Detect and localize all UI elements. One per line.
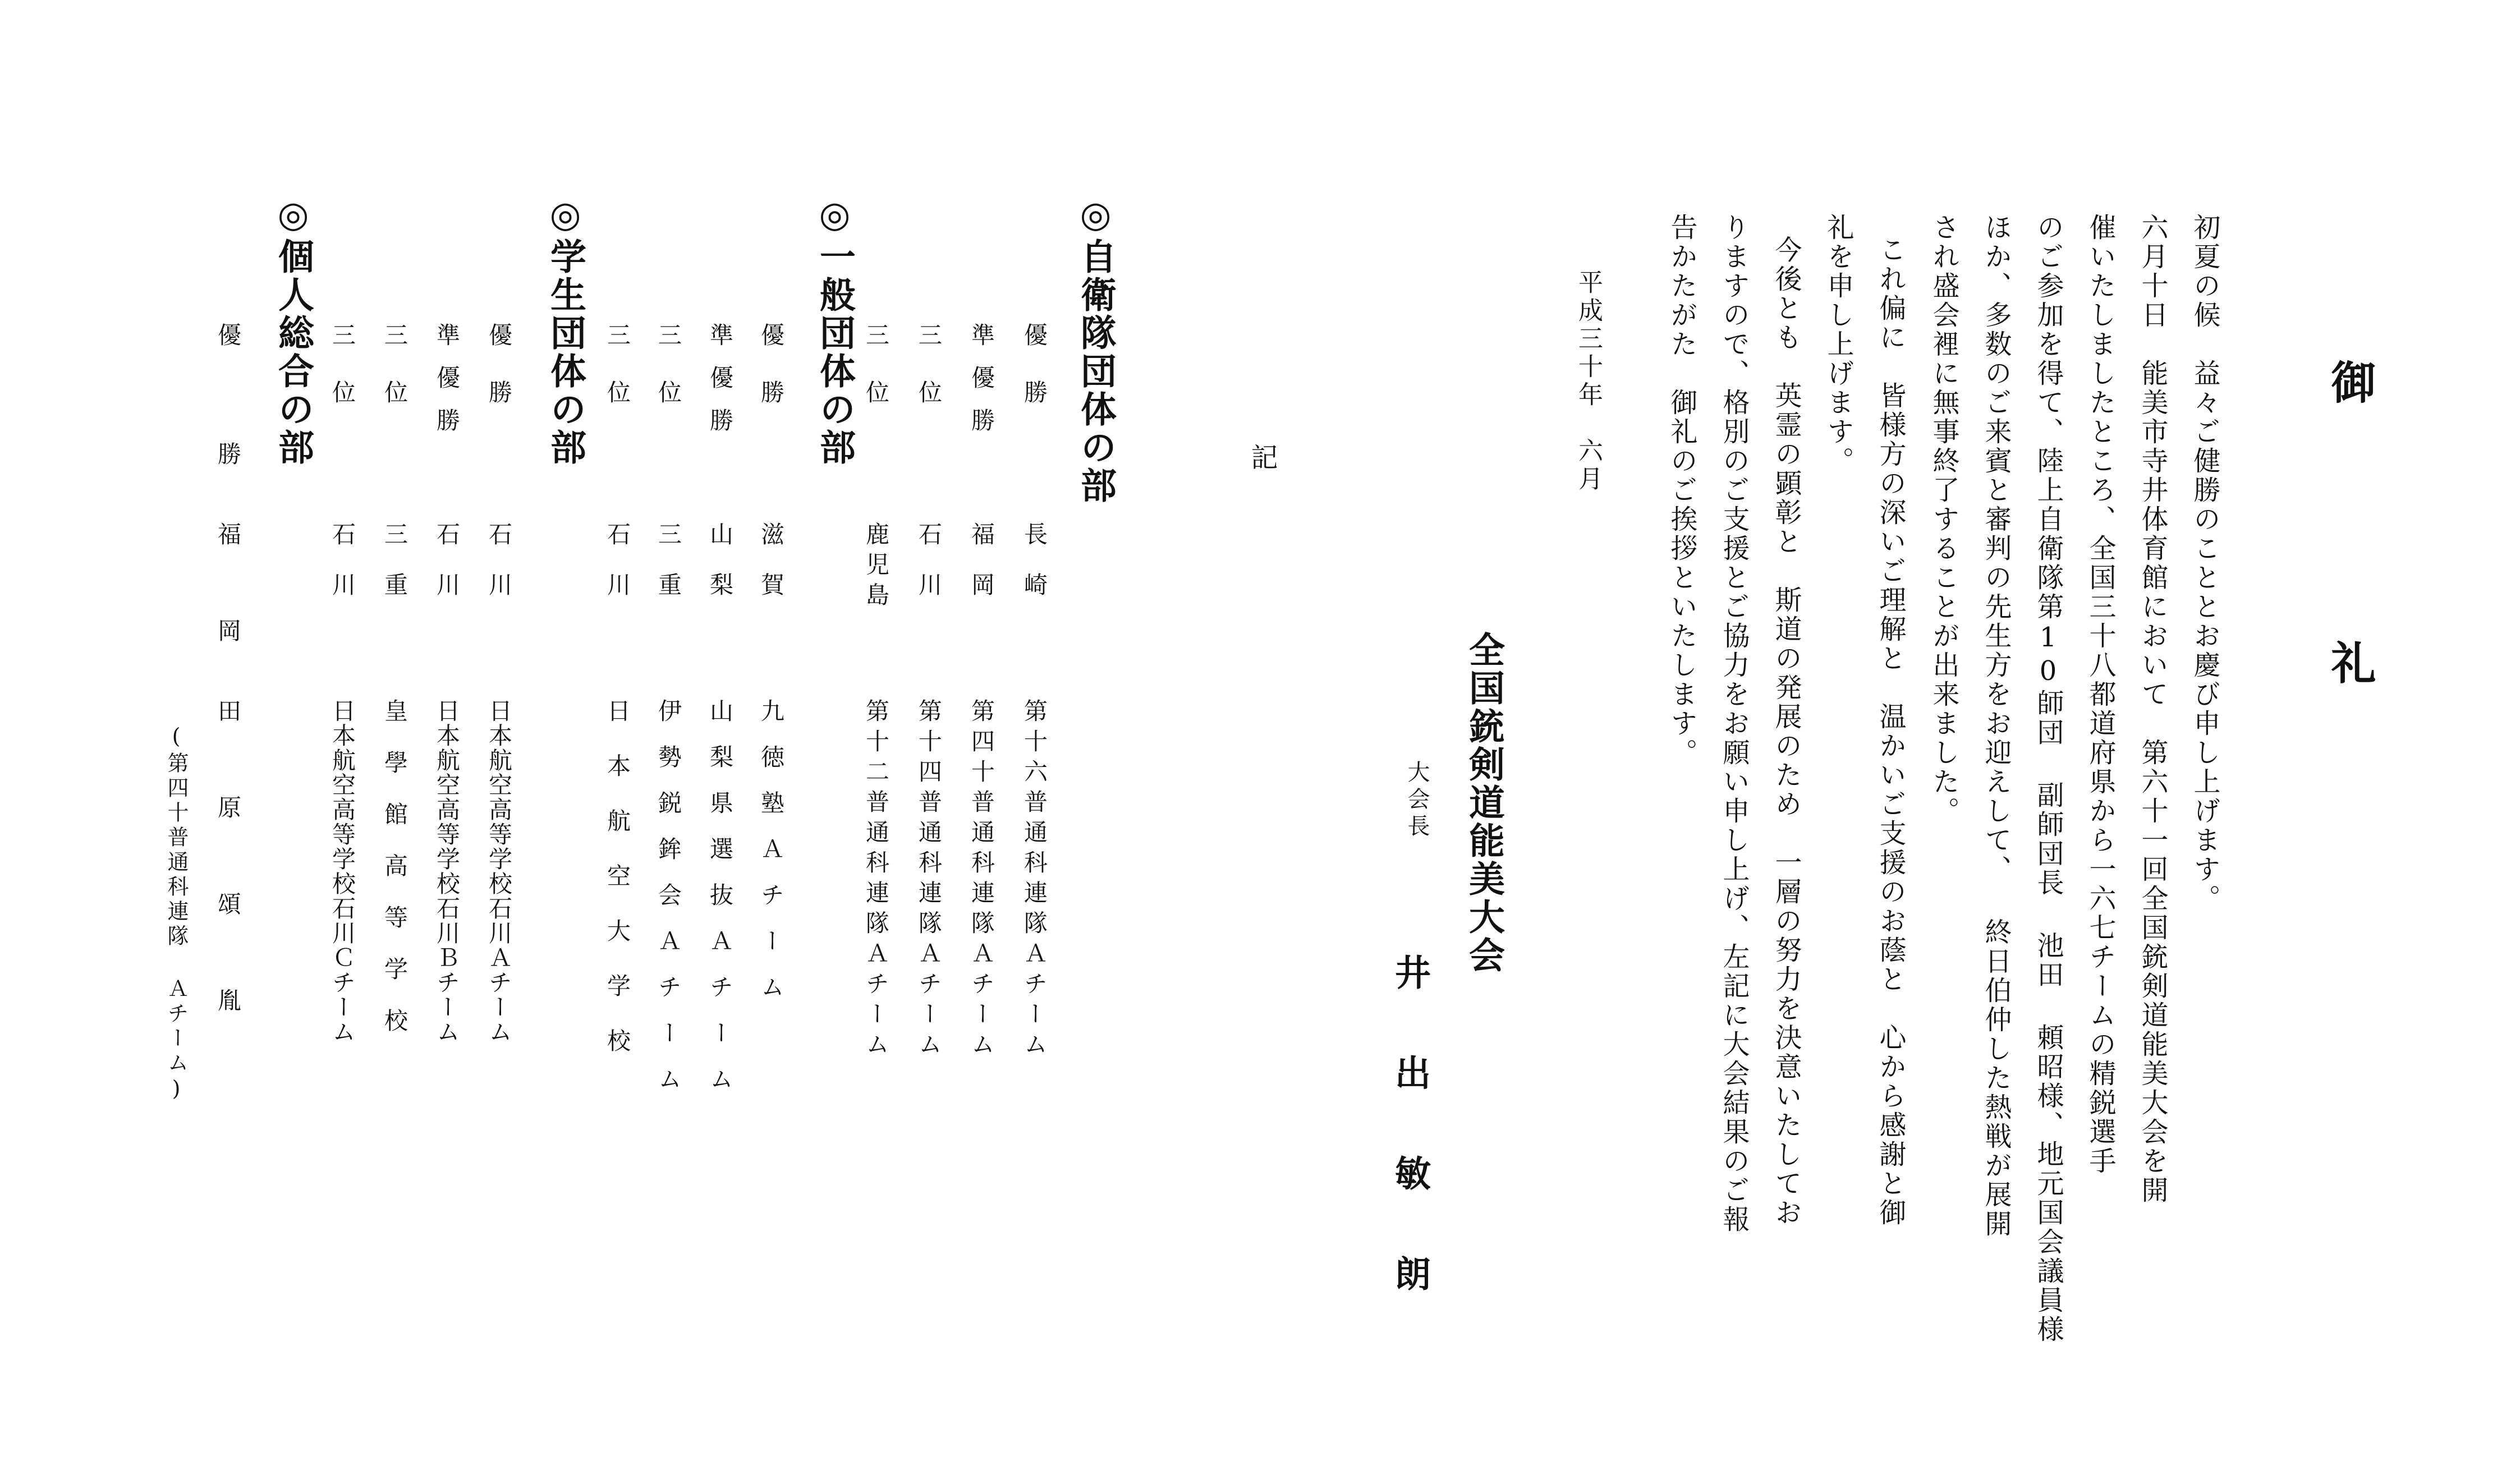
rank-cell: 準優勝: [433, 323, 461, 451]
team-cell: 日本航空高等学校石川Ｃチーム: [329, 699, 356, 1044]
president-title: 大会長: [1404, 760, 1430, 841]
section-heading: ◎個人総合の部: [272, 194, 314, 467]
team-cell: 山梨県選抜Ａチーム: [706, 699, 734, 1113]
body-line: これ偏に 皆様方の深いご理解と 温かいご支援のお蔭と 心から感謝と御: [1875, 236, 1906, 1228]
section-heading: ◎一般団体の部: [814, 194, 856, 467]
team-cell: 第十二普通科連隊Ａチーム: [862, 699, 890, 1062]
section-heading: ◎自衛隊団体の部: [1075, 194, 1117, 505]
pref-cell: 三重: [655, 522, 682, 623]
team-cell: 日本航空大学校: [604, 699, 631, 1083]
ki-label: 記: [1246, 443, 1278, 470]
body-line: 告かたがた 御礼のご挨拶といたします。: [1666, 213, 1697, 768]
body-line: 礼を申し上げます。: [1823, 213, 1854, 476]
body-line: 初夏の候 益々ご健勝のこととお慶び申し上げます。: [2189, 213, 2220, 913]
rank-cell: 三位: [604, 323, 631, 437]
rank-cell: 優勝: [758, 323, 785, 437]
president-name: 井出敏朗: [1389, 954, 1431, 1356]
body-line: され盛会裡に無事終了することが出来ました。: [1928, 213, 1959, 826]
pref-cell: 鹿児島: [862, 522, 890, 613]
rank-cell: 優勝: [214, 323, 242, 560]
pref-cell: 山梨: [706, 522, 734, 623]
pref-cell: 石川: [433, 522, 461, 623]
winner-affiliation-note: (第四十普通科連隊 Ａチーム): [164, 724, 189, 1104]
pref-cell: 石川: [329, 522, 356, 623]
rank-cell: 三位: [862, 323, 890, 437]
section-heading: ◎学生団体の部: [544, 194, 586, 467]
team-cell: 日本航空高等学校石川Ａチーム: [485, 699, 513, 1044]
rank-cell: 三位: [655, 323, 682, 437]
pref-cell: 福岡: [968, 522, 995, 623]
rank-cell: 三位: [329, 323, 356, 437]
body-line: 今後とも 英霊の顕彰と 斯道の発展のため 一層の努力を決意いたしてお: [1770, 236, 1802, 1228]
rank-cell: 三位: [381, 323, 408, 437]
pref-cell: 石川: [915, 522, 943, 623]
body-line: りますので、格別のご支援とご協力をお願い申し上げ、左記に大会結果のご報: [1718, 213, 1750, 1234]
organization-name: 全国銃剣道能美大会: [1463, 631, 1505, 975]
team-cell: 日本航空高等学校石川Ｂチーム: [433, 699, 461, 1044]
pref-cell: 石川: [604, 522, 631, 623]
pref-cell: 石川: [485, 522, 513, 623]
body-line: ほか、多数のご来賓と審判の先生方をお迎えして、 終日伯仲した熱戦が展開: [1980, 213, 2012, 1239]
team-cell: 伊勢鋭鉾会Ａチーム: [655, 699, 682, 1113]
pref-cell: 福岡: [214, 522, 242, 715]
rank-cell: 優勝: [485, 323, 513, 437]
rank-cell: 準優勝: [968, 323, 995, 451]
winner-name: 田原頌胤: [214, 699, 242, 1085]
rank-cell: 優勝: [1021, 323, 1048, 437]
rank-cell: 三位: [915, 323, 943, 437]
body-line: 六月十日 能美市寺井体育館において 第六十一回全国銃剣道能美大会を開: [2137, 213, 2168, 1205]
page-title: 御 礼: [2324, 359, 2376, 780]
rank-cell: 準優勝: [706, 323, 734, 451]
body-line: 催いたしましたところ、全国三十八都道府県から一六七チームの精鋭選手: [2085, 213, 2116, 1176]
team-cell: 第十六普通科連隊Ａチーム: [1021, 699, 1048, 1062]
body-line: のご参加を得て、陸上自衛隊第10師団 副師団長 池田 頼昭様、地元国会議員様: [2032, 213, 2064, 1344]
date: 平成三十年 六月: [1574, 269, 1603, 494]
team-cell: 第十四普通科連隊Ａチーム: [915, 699, 943, 1062]
team-cell: 九徳塾Ａチーム: [758, 699, 785, 1021]
team-cell: 第四十普通科連隊Ａチーム: [968, 699, 995, 1062]
pref-cell: 長崎: [1021, 522, 1048, 623]
pref-cell: 三重: [381, 522, 408, 623]
pref-cell: 滋賀: [758, 522, 785, 623]
team-cell: 皇學館高等学校: [381, 699, 408, 1060]
